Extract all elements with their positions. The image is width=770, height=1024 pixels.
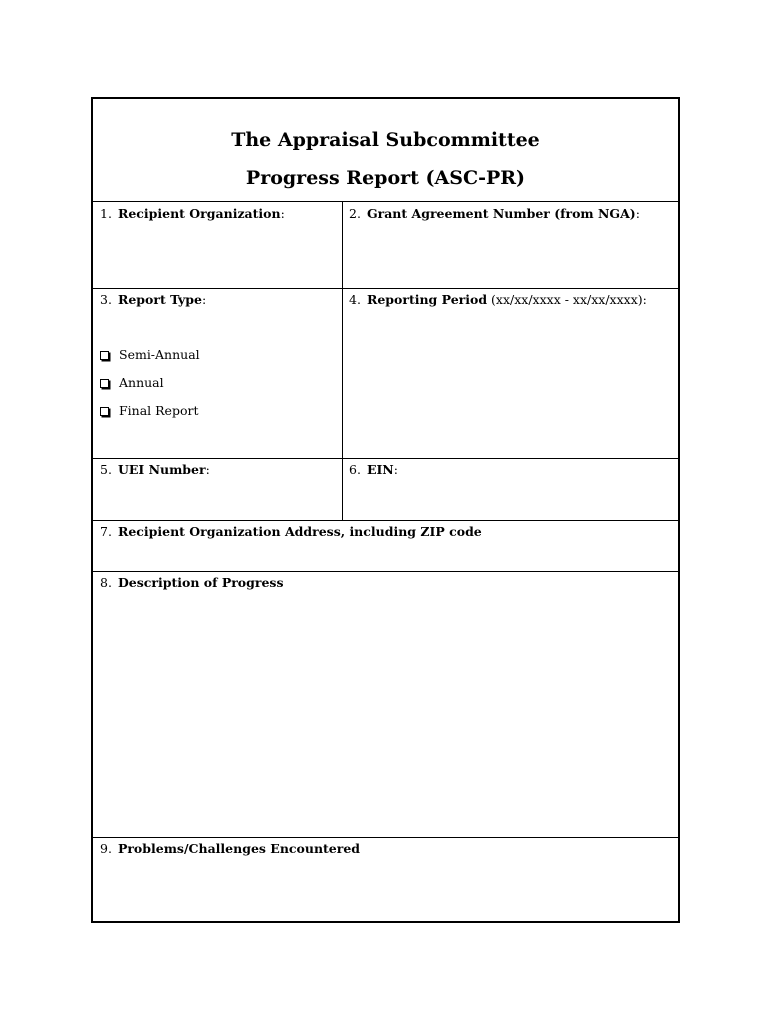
- description-of-progress-label: 8. Description of Progress: [100, 575, 284, 590]
- uei-number-field[interactable]: [93, 458, 342, 520]
- ein-label: 6. EIN:: [349, 462, 398, 477]
- option-label: Semi-Annual: [119, 347, 200, 362]
- report-type-field: [93, 288, 342, 458]
- checkbox-icon[interactable]: [100, 351, 109, 360]
- option-label: Final Report: [119, 403, 199, 418]
- progress-report-form: [91, 97, 680, 923]
- grant-agreement-number-field[interactable]: [343, 202, 678, 288]
- grant-agreement-number-label: 2. Grant Agreement Number (from NGA):: [349, 206, 640, 221]
- address-label: 7. Recipient Organization Address, including ZIP code: [100, 524, 482, 539]
- checkbox-icon[interactable]: [100, 379, 109, 388]
- description-of-progress-field[interactable]: [93, 571, 678, 837]
- form-title: The Appraisal Subcommittee: [231, 129, 540, 151]
- report-type-label: 3. Report Type:: [100, 292, 207, 307]
- ein-field[interactable]: [343, 458, 678, 520]
- address-field[interactable]: [93, 520, 678, 571]
- problems-challenges-field[interactable]: [93, 837, 678, 921]
- form-header: [93, 99, 678, 202]
- uei-number-label: 5. UEI Number:: [100, 462, 210, 477]
- report-type-option-semi-annual[interactable]: [100, 347, 200, 362]
- option-label: Annual: [119, 375, 164, 390]
- recipient-organization-field[interactable]: [93, 202, 342, 288]
- problems-challenges-label: 9. Problems/Challenges Encountered: [100, 841, 361, 856]
- form-subtitle: Progress Report (ASC-PR): [245, 167, 526, 189]
- checkbox-icon[interactable]: [100, 407, 109, 416]
- report-type-option-annual[interactable]: [100, 375, 164, 390]
- reporting-period-field[interactable]: [343, 288, 678, 458]
- report-type-option-final-report[interactable]: [100, 403, 198, 418]
- reporting-period-label: 4. Reporting Period (xx/xx/xxxx - xx/xx/xxxx):: [349, 292, 647, 307]
- recipient-organization-label: 1. Recipient Organization:: [100, 206, 285, 221]
